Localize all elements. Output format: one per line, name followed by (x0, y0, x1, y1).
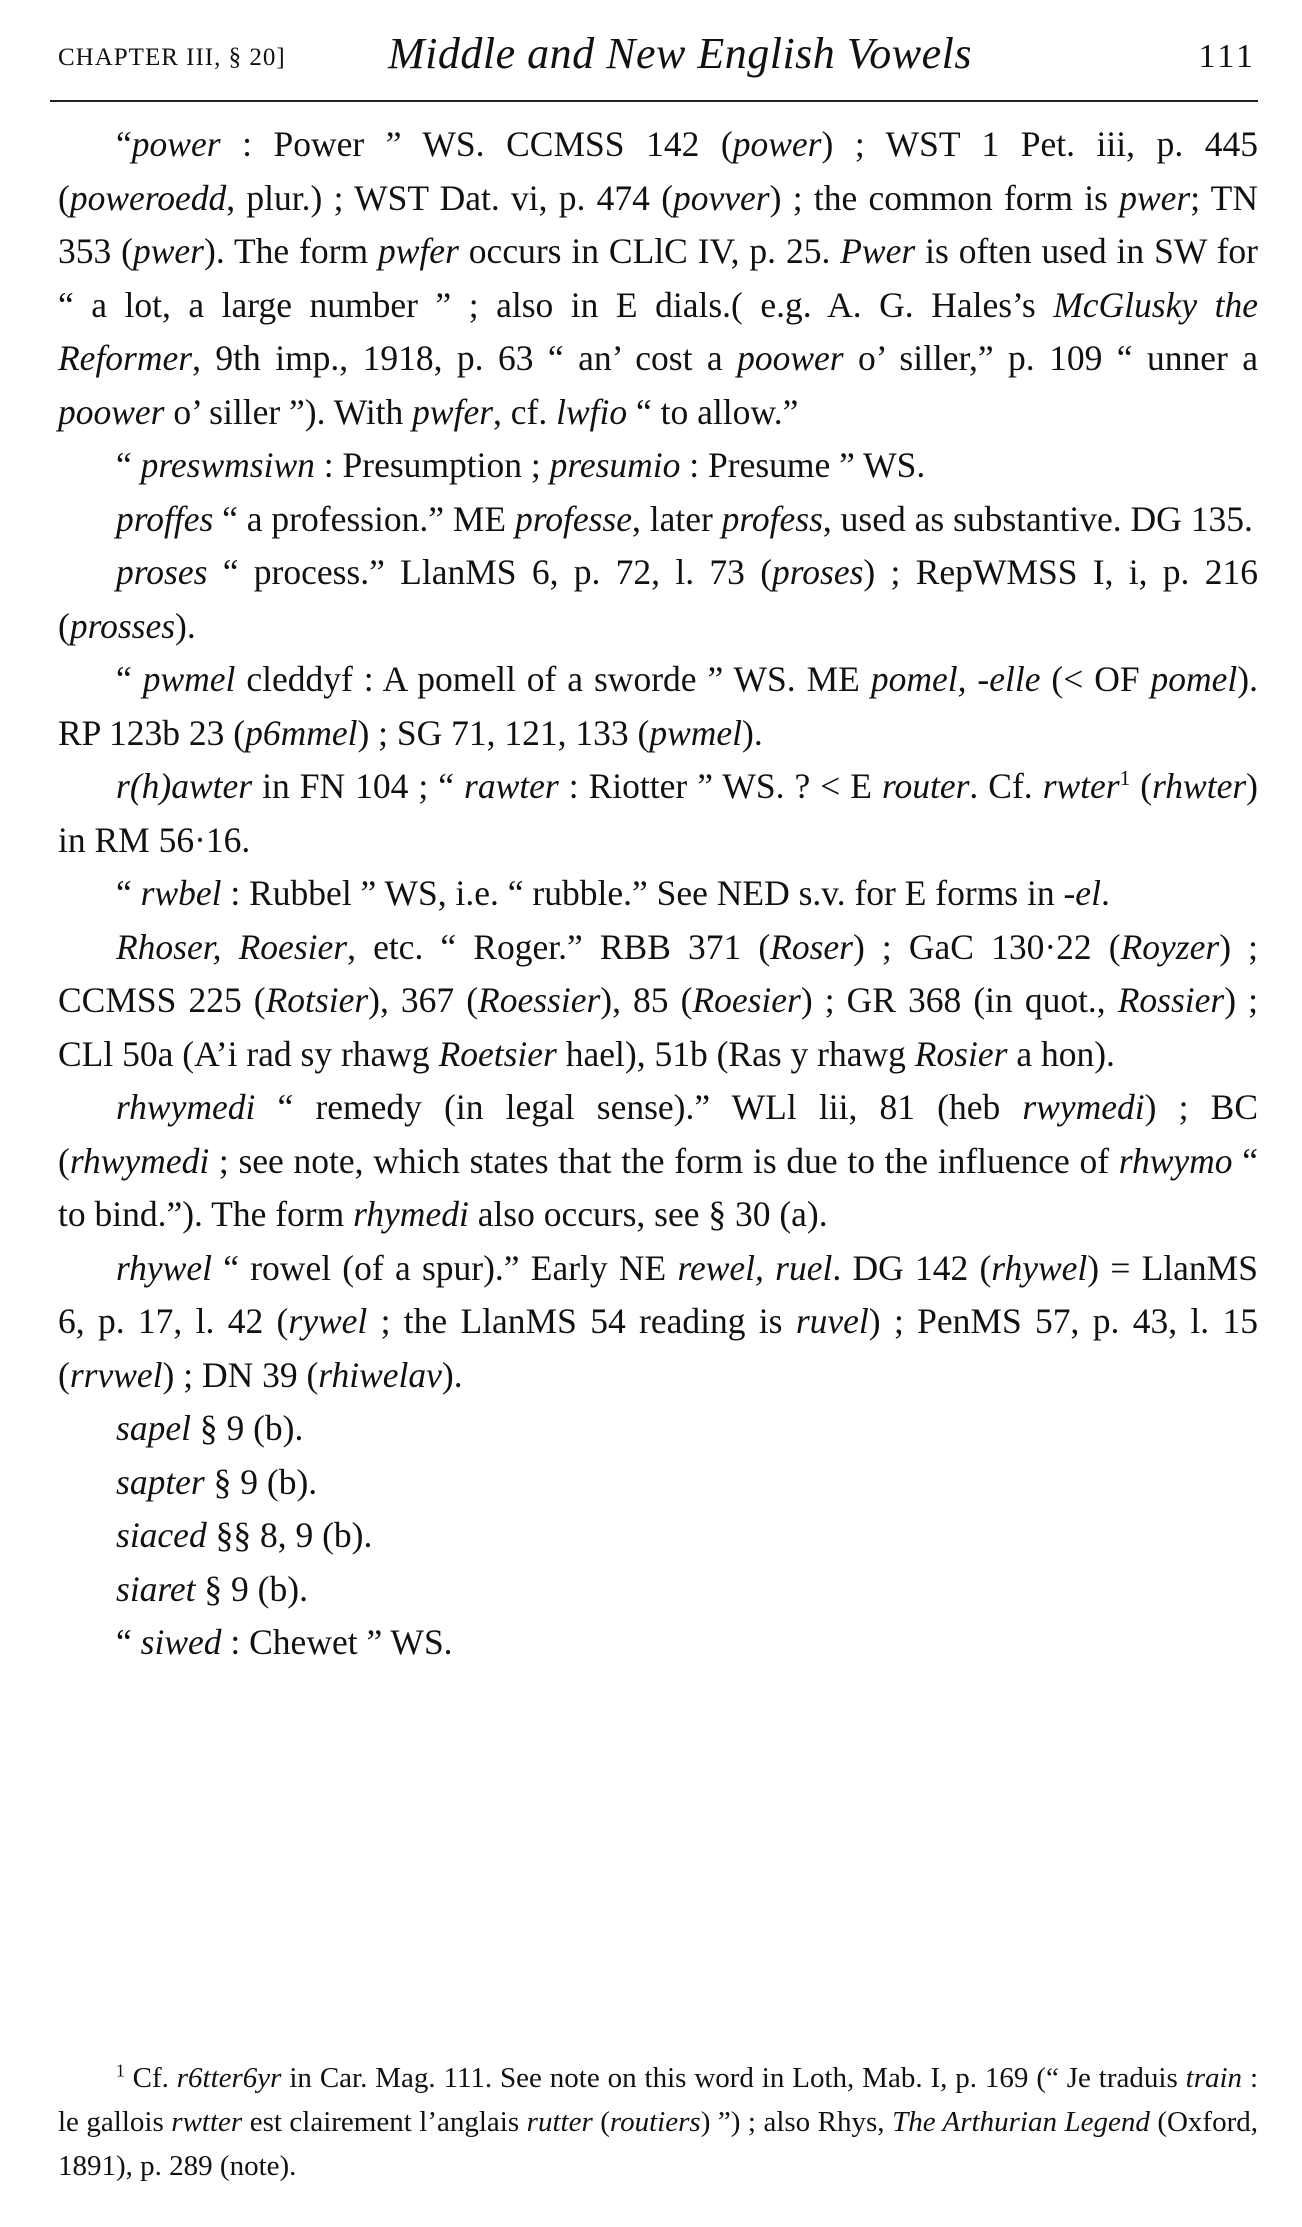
italic-term: pwmel (142, 659, 236, 699)
italic-term: p6mmel (245, 712, 358, 753)
italic-term: train (1185, 2062, 1243, 2094)
italic-term: routiers (609, 2106, 701, 2138)
italic-term: rewel, ruel (677, 1247, 833, 1288)
italic-term: professe (514, 498, 632, 539)
entry-rwbel: “ rwbel : Rubbel ” WS, i.e. “ rubble.” See NED s.v. for E forms in -el. (116, 873, 1110, 913)
italic-term: ruvel (795, 1301, 869, 1341)
italic-term: pwfer (412, 391, 494, 432)
footnote-marker: 1 (1119, 766, 1131, 791)
italic-term: poweroedd (69, 177, 227, 218)
italic-term: lwfio (556, 391, 628, 432)
italic-term: pomel, -elle (870, 659, 1041, 699)
entry-proses: proses “ process.” LlanMS 6, p. 72, l. 73 (proses) ; RepWMSS I, i, p. 216 (prosses). (58, 552, 1258, 646)
italic-term: rhymedi (353, 1194, 469, 1234)
italic-term: Roetsier (438, 1033, 557, 1074)
entry-pwmel: “ pwmel cleddyf : A pomell of a sworde ” WS. ME pomel, -elle (< OF pomel). RP 123b 23 (p6mmel) ; SG 71, 121, 133 (pwmel). (58, 659, 1258, 753)
italic-term: pomel (1150, 659, 1238, 699)
italic-term: rhwymo (1118, 1140, 1233, 1181)
italic-term: Royzer (1120, 926, 1220, 967)
footnote-marker: 1 (116, 2060, 125, 2081)
italic-term: poower (58, 391, 165, 432)
italic-term: profess (721, 498, 823, 539)
italic-term: rhywel (116, 1247, 212, 1288)
italic-term: -el (1063, 873, 1101, 913)
italic-term: siwed (140, 1622, 222, 1662)
footnote-1: $^1$ Cf. r6tter6yr in Car. Mag. 111. See note on this word in Loth, Mab. I, p. 169 (“ Je traduis train : le gallois rwtter est clairement l’anglais rutter (routiers) ”) ; also Rhys, The Arthurian Legend (Oxford, 1891), p. 289 (note). (58, 2060, 1258, 2182)
entry-sapel: sapel § 9 (b). (116, 1408, 304, 1448)
italic-term: rwter (1042, 766, 1120, 806)
italic-term: Roser (770, 926, 853, 967)
italic-term: rhywel (991, 1247, 1088, 1288)
italic-term: proffes (116, 498, 214, 539)
italic-term: The Arthurian Legend (892, 2106, 1150, 2138)
entry-preswmsiwn: “ preswmsiwn : Presumption ; presumio : Presume ” WS. (116, 445, 926, 485)
italic-term: Pwer (840, 231, 916, 271)
chapter-reference: CHAPTER III, § 20] (58, 44, 286, 71)
italic-term: povver (673, 177, 770, 218)
italic-term: rhwymedi (69, 1140, 210, 1181)
italic-term: Rossier (1117, 980, 1225, 1020)
italic-term: McGlusky the Reformer (58, 284, 1259, 378)
running-header (58, 22, 1256, 82)
page-number: 111 (1198, 38, 1256, 75)
italic-term: rywel (288, 1301, 368, 1341)
italic-term: rwymedi (1022, 1087, 1145, 1127)
entry-siwed: “ siwed : Chewet ” WS. (116, 1622, 453, 1662)
italic-term: rawter (464, 766, 559, 806)
italic-term: pwer (1119, 177, 1191, 218)
italic-term: rrvwel (69, 1354, 163, 1395)
italic-term: r(h)awter (116, 766, 253, 806)
italic-term: pwer (133, 231, 204, 271)
italic-term: poower (737, 338, 844, 378)
glossary-body (58, 118, 1258, 1670)
italic-term: proses (772, 552, 864, 592)
italic-term: preswmsiwn (140, 445, 315, 485)
italic-term: router (881, 766, 970, 806)
entry-rhywel: rhywel “ rowel (of a spur).” Early NE rewel, ruel. DG 142 (rhywel) = LlanMS 6, p. 17, l. 42 (rywel ; the LlanMS 54 reading is ruvel) ; PenMS 57, p. 43, l. 15 (rrvwel) ; DN 39 (rhiwelav). (58, 1247, 1258, 1395)
italic-term: Rosier (914, 1033, 1008, 1074)
entry-rhwymedi: rhwymedi “ remedy (in legal sense).” WLl lii, 81 (heb rwymedi) ; BC (rhwymedi ; see note, which states that the form is due to the influence of rhwymo “ to bind.”). The form rhymedi also occurs, see § 30 (a). (58, 1087, 1258, 1234)
italic-term: rutter (526, 2106, 593, 2138)
entry-rawter: r(h)awter in FN 104 ; “ rawter : Riotter ” WS. ? < E router. Cf. rwter$^1$ (rhwter) in RM 56·16. (58, 766, 1258, 860)
italic-term: r6tter6yr (176, 2062, 282, 2094)
entry-siaced: siaced §§ 8, 9 (b). (116, 1515, 373, 1555)
italic-term: Rhoser, Roesier (116, 926, 348, 967)
italic-term: sapter (116, 1461, 205, 1502)
italic-term: proses (116, 552, 208, 592)
italic-term: pwfer (378, 231, 459, 271)
italic-term: rhwter (1152, 766, 1247, 806)
italic-term: power (131, 124, 221, 164)
running-title: Middle and New English Vowels (388, 29, 973, 78)
italic-term: pwmel (649, 712, 743, 753)
italic-term: siaced (116, 1515, 207, 1555)
italic-term: Roesier (692, 980, 801, 1020)
italic-term: power (732, 124, 822, 164)
entry-siaret: siaret § 9 (b). (116, 1568, 308, 1609)
footnote (58, 2056, 1258, 2188)
italic-term: presumio (549, 445, 681, 485)
italic-term: rwbel (140, 873, 222, 913)
italic-term: sapel (116, 1408, 191, 1448)
entry-proffes: proffes “ a profession.” ME professe, later profess, used as substantive. DG 135. (116, 498, 1253, 539)
entry-power: “power : Power ” WS. CCMSS 142 (power) ; WST 1 Pet. iii, p. 445 (poweroedd, plur.) ; WST Dat. vi, p. 474 (povver) ; the common form is pwer; TN 353 (pwer). The form pwfer occurs in CLlC IV, p. 25. Pwer is often used in SW for “ a lot, a large number ” ; also in E dials.( e.g. A. G. Hales’s McGlusky the Reformer, 9th imp., 1918, p. 63 “ an’ cost a poower o’ siller,” p. 109 “ unner a poower o’ siller ”). With pwfer, cf. lwfio “ to allow.” (58, 124, 1259, 432)
entry-rhoser: Rhoser, Roesier, etc. “ Roger.” RBB 371 (Roser) ; GaC 130·22 (Royzer) ; CCMSS 225 (Rotsier), 367 (Roessier), 85 (Roesier) ; GR 368 (in quot., Rossier) ; CLl 50a (A’i rad sy rhawg Roetsier hael), 51b (Ras y rhawg Rosier a hon). (58, 926, 1259, 1074)
italic-term: Rotsier (265, 980, 369, 1020)
italic-term: prosses (69, 605, 176, 646)
italic-term: Roessier (478, 980, 601, 1020)
header-rule (50, 100, 1258, 102)
entry-sapter: sapter § 9 (b). (116, 1461, 318, 1502)
italic-term: rhwymedi (116, 1087, 256, 1127)
italic-term: rwtter (171, 2106, 243, 2138)
italic-term: rhiwelav (318, 1354, 442, 1395)
italic-term: siaret (116, 1568, 196, 1609)
